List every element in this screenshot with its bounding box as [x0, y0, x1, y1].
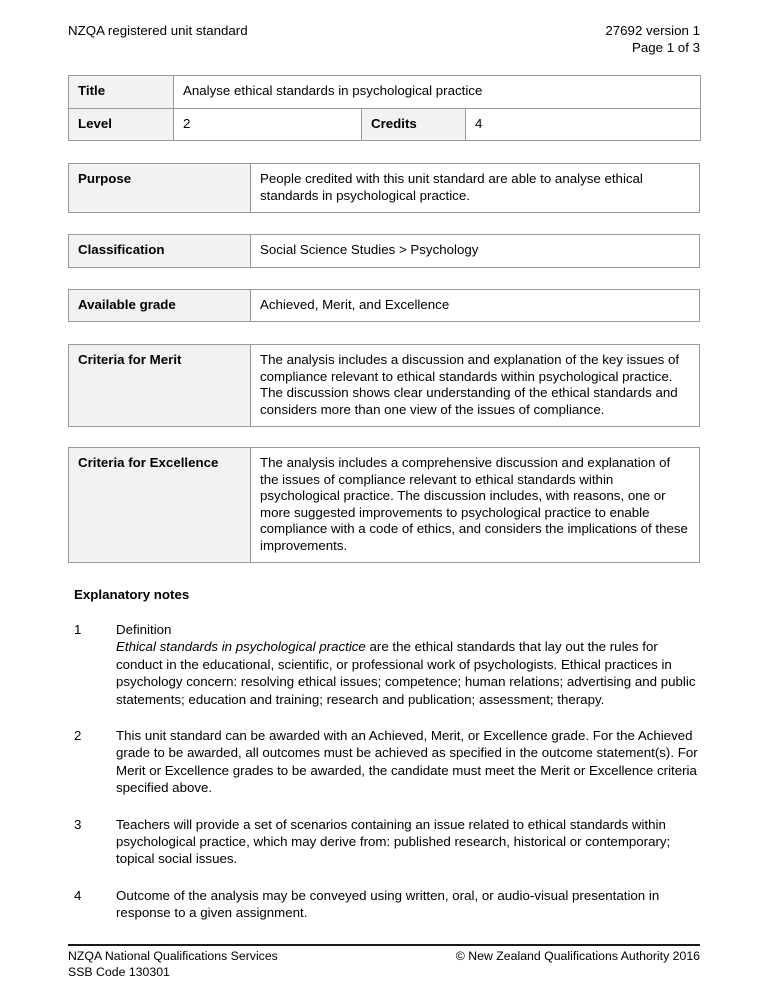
- table-row-available-grade: [69, 289, 700, 322]
- purpose-label: Purpose: [69, 164, 251, 213]
- note-body: This unit standard can be awarded with an Achieved, Merit, or Excellence grade. For the Achieved grade to be awarded, all outcomes must be achieved as specified in the outcome statement(s). For Merit or Excellence grades to be awarded, the candidate must meet the Merit or Excellence criteria specified above.: [116, 728, 698, 796]
- title-label: Title: [69, 76, 174, 109]
- page-number: Page 1 of 3: [631, 40, 700, 55]
- note-body: [116, 638, 700, 708]
- criteria-excellence-value: The analysis includes a comprehensive discussion and explanation of the issues of compliance relevant to ethical standards within psychological practice. The discussion includes, with reasons, one or more suggested improvements to psychological practice to enable compliance with a code of ethics, and considers the implications of these improvements.: [251, 448, 700, 563]
- classification-label: Classification: [69, 235, 251, 268]
- note-number: 2: [74, 728, 82, 744]
- criteria-excellence-table: [68, 447, 700, 563]
- classification-table: [68, 234, 700, 268]
- footer-org-line-2: SSB Code 130301: [68, 964, 170, 979]
- criteria-merit-label: Criteria for Merit: [69, 345, 251, 427]
- header-right-block: [605, 22, 700, 56]
- table-row-criteria-excellence: [69, 448, 700, 563]
- footer-columns: [68, 949, 700, 980]
- note-body: Outcome of the analysis may be conveyed using written, oral, or audio-visual presentation in response to a given assignment.: [116, 887, 660, 921]
- table-row-classification: [69, 235, 700, 268]
- table-row-level-credits: [69, 108, 701, 141]
- document-type-label: NZQA registered unit standard: [68, 23, 248, 38]
- title-table: [68, 75, 701, 141]
- level-label: Level: [69, 108, 174, 141]
- note-number: 3: [74, 816, 82, 832]
- available-grade-value: Achieved, Merit, and Excellence: [251, 289, 700, 322]
- document-footer: [68, 944, 700, 980]
- level-value: 2: [174, 108, 362, 141]
- criteria-merit-table: [68, 344, 700, 427]
- classification-value: Social Science Studies > Psychology: [251, 235, 700, 268]
- explanatory-notes-heading: Explanatory notes: [74, 587, 190, 602]
- criteria-excellence-label: Criteria for Excellence: [69, 448, 251, 563]
- explanatory-note-2: [68, 727, 700, 797]
- note-body-text: are the ethical standards that lay out the rules for conduct in the educational, scientific, or professional work of psychologists. Ethical practices in psychology concern: resolving ethical issues; competence; human relations; advertising and public statements; education and training; research and publication; assessment; therapy.: [116, 639, 696, 707]
- footer-divider: [68, 944, 700, 946]
- standard-version: 27692 version 1: [605, 23, 700, 38]
- note-italic-term: Ethical standards in psychological practice: [116, 639, 366, 655]
- table-row-criteria-merit: [69, 345, 700, 427]
- credits-value: 4: [466, 108, 701, 141]
- available-grade-label: Available grade: [69, 289, 251, 322]
- footer-org-line-1: NZQA National Qualifications Services: [68, 949, 278, 963]
- footer-organisation: [68, 949, 278, 980]
- purpose-table: [68, 163, 700, 213]
- explanatory-note-3: [68, 816, 700, 868]
- note-body: Teachers will provide a set of scenarios containing an issue related to ethical standards within psychological practice, which may derive from: published research, historical or contemporary; topical social issues.: [116, 816, 671, 867]
- document-header: [68, 20, 700, 56]
- note-number: 1: [74, 622, 82, 637]
- table-row-title: [69, 76, 701, 109]
- explanatory-note-4: [68, 887, 700, 922]
- criteria-merit-value: The analysis includes a discussion and explanation of the key issues of compliance relevant to ethical standards within psychological practice. The discussion shows clear understanding of the ethical standards and considers more than one view of the issues of compliance.: [251, 345, 700, 427]
- footer-copyright: © New Zealand Qualifications Authority 2016: [455, 949, 700, 963]
- available-grade-table: [68, 289, 700, 323]
- purpose-value: People credited with this unit standard are able to analyse ethical standards in psychological practice.: [251, 164, 700, 213]
- title-value: Analyse ethical standards in psychological practice: [174, 76, 701, 109]
- note-number: 4: [74, 887, 82, 903]
- note-subheading: Definition: [116, 622, 172, 637]
- credits-label: Credits: [362, 108, 466, 141]
- table-row-purpose: [69, 164, 700, 213]
- explanatory-note-1: [68, 621, 700, 708]
